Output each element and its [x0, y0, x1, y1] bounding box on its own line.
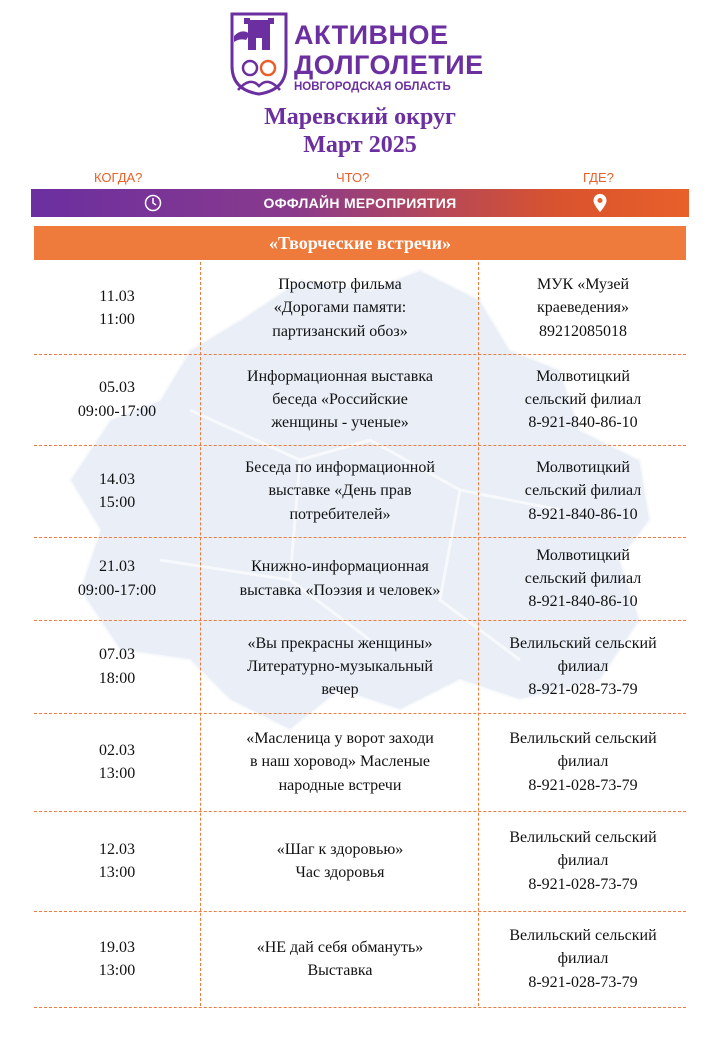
event-location-line: МУК «Музей	[536, 276, 630, 294]
event-title-line: «Шаг к здоровью»	[276, 840, 404, 858]
event-location-line: Велильский сельский	[509, 730, 657, 748]
event-datetime-line: 18:00	[98, 669, 136, 687]
event-datetime	[34, 620, 200, 713]
event-title	[202, 620, 478, 713]
event-location-line: Велильский сельский	[509, 634, 657, 652]
event-location-line: сельский филиал	[524, 482, 642, 500]
table-row	[34, 262, 686, 354]
table-row	[34, 354, 686, 445]
event-datetime-line: 13:00	[98, 765, 136, 782]
event-location	[480, 620, 686, 713]
event-title	[202, 445, 478, 537]
column-questions	[0, 170, 720, 188]
event-location-line: Молвотицкий	[536, 459, 630, 477]
district-name: Маревский округ	[264, 104, 456, 130]
table-row	[34, 620, 686, 713]
event-datetime	[34, 262, 200, 354]
offline-events-banner	[31, 189, 689, 217]
event-title-line: Час здоровья	[295, 864, 385, 881]
what-label: ЧТО?	[336, 170, 370, 185]
event-title	[202, 537, 478, 620]
table-row	[34, 445, 686, 537]
event-title	[202, 354, 478, 445]
event-title	[202, 713, 478, 811]
event-location	[480, 537, 686, 620]
event-title-line: потребителей»	[289, 505, 391, 523]
event-datetime-line: 02.03	[99, 741, 135, 759]
month-label: Март 2025	[303, 131, 417, 158]
event-datetime-line: 09:00-17:00	[77, 402, 157, 420]
event-title	[202, 262, 478, 354]
event-title-line: вечер	[321, 681, 359, 699]
event-location-line: 8-921-840-86-10	[528, 414, 638, 432]
table-row	[34, 911, 686, 1007]
event-location-line: 8-921-028-73-79	[528, 973, 638, 991]
event-title-line: «Вы прекрасны женщины»	[247, 634, 433, 652]
event-datetime-line: 13:00	[98, 962, 136, 979]
event-title-line: Литературно-музыкальный	[247, 657, 433, 675]
event-datetime-line: 21.03	[99, 558, 135, 576]
event-location-line: краеведения»	[536, 299, 630, 317]
event-location-line: 8-921-028-73-79	[528, 776, 638, 794]
event-datetime-line: 14.03	[99, 470, 135, 488]
table-row	[34, 537, 686, 620]
event-datetime-line: 11.03	[99, 287, 135, 305]
event-location-line: 89212085018	[539, 322, 627, 340]
logo-subtitle: НОВГОРОДСКАЯ ОБЛАСТЬ	[294, 81, 451, 93]
event-title-line: выставка «Поэзия и человек»	[239, 581, 441, 599]
event-datetime-line: 11:00	[99, 311, 135, 328]
logo-emblem-icon	[228, 10, 290, 96]
event-location-line: филиал	[557, 657, 609, 675]
event-location	[480, 354, 686, 445]
event-location-line: филиал	[557, 852, 609, 870]
event-title-line: выставке «День прав	[268, 482, 412, 500]
event-location	[480, 713, 686, 811]
table-row	[34, 811, 686, 911]
section-title: «Творческие встречи»	[34, 226, 686, 260]
event-location-line: 8-921-840-86-10	[528, 593, 638, 611]
event-title-line: в наш хоровод» Масленые	[250, 753, 430, 771]
event-location	[480, 811, 686, 911]
event-title-line: Книжно-информационная	[251, 558, 429, 576]
event-datetime-line: 09:00-17:00	[77, 581, 157, 599]
logo	[228, 8, 498, 98]
event-datetime	[34, 537, 200, 620]
event-datetime	[34, 354, 200, 445]
logo-title-line1: АКТИВНОЕ	[294, 20, 449, 50]
event-location-line: Молвотицкий	[536, 546, 630, 564]
banner-label: ОФФЛАЙН МЕРОПРИЯТИЯ	[263, 195, 457, 211]
event-title-line: Информационная выставка	[247, 367, 433, 385]
event-datetime-line: 05.03	[99, 379, 135, 397]
event-title-line: партизанский обоз»	[272, 322, 408, 340]
event-title-line: «НЕ дай себя обмануть»	[256, 938, 424, 956]
event-title-line: женщины - ученые»	[271, 414, 409, 432]
event-title	[202, 911, 478, 1007]
event-datetime-line: 07.03	[99, 646, 135, 664]
event-title-line: «Дорогами памяти:	[273, 299, 407, 317]
event-title-line: Выставка	[307, 962, 373, 979]
event-location-line: 8-921-028-73-79	[528, 875, 638, 893]
event-datetime-line: 19.03	[99, 938, 135, 956]
location-pin-icon	[592, 193, 608, 213]
event-title-line: Просмотр фильма	[278, 276, 402, 294]
event-location-line: сельский филиал	[524, 390, 642, 408]
event-location-line: филиал	[557, 753, 609, 771]
page-title	[0, 104, 720, 159]
event-datetime	[34, 911, 200, 1007]
logo-title-line2: ДОЛГОЛЕТИЕ	[294, 50, 484, 80]
event-location-line: сельский филиал	[524, 569, 642, 587]
events-table	[34, 262, 686, 1008]
event-title-line: беседа «Российские	[272, 390, 408, 408]
table-row	[34, 713, 686, 811]
when-label: КОГДА?	[94, 170, 143, 185]
event-location-line: Велильский сельский	[509, 829, 657, 847]
event-location-line: филиал	[557, 950, 609, 968]
event-location-line: Велильский сельский	[509, 927, 657, 945]
event-datetime	[34, 445, 200, 537]
event-location-line: 8-921-028-73-79	[528, 681, 638, 699]
event-title	[202, 811, 478, 911]
event-title-line: Беседа по информационной	[245, 459, 435, 477]
event-location-line: 8-921-840-86-10	[528, 505, 638, 523]
event-location	[480, 262, 686, 354]
where-label: ГДЕ?	[583, 170, 614, 185]
event-datetime	[34, 713, 200, 811]
event-title-line: народные встречи	[278, 776, 402, 794]
event-datetime-line: 13:00	[98, 864, 136, 881]
event-title-line: «Масленица у ворот заходи	[246, 730, 434, 748]
event-location-line: Молвотицкий	[536, 367, 630, 385]
event-location	[480, 911, 686, 1007]
event-location	[480, 445, 686, 537]
event-datetime-line: 15:00	[98, 494, 136, 511]
event-datetime-line: 12.03	[99, 840, 135, 858]
row-divider	[34, 1007, 686, 1008]
event-datetime	[34, 811, 200, 911]
